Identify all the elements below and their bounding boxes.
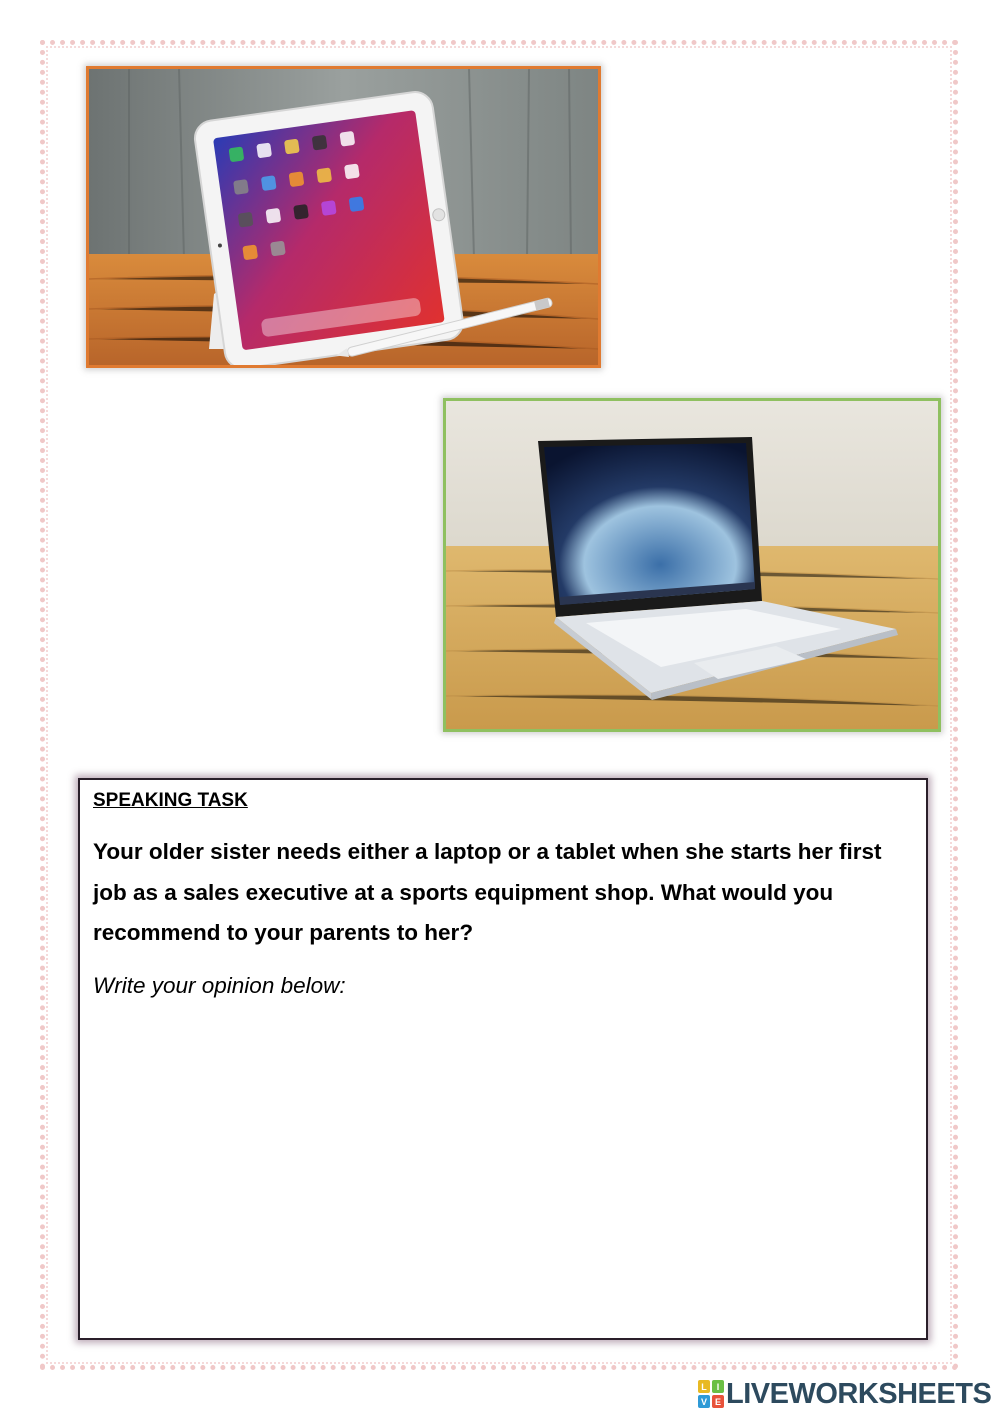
svg-text:I: I xyxy=(716,1382,720,1392)
tablet-image-icon xyxy=(89,69,598,365)
svg-text:L: L xyxy=(701,1382,707,1392)
laptop-photo xyxy=(443,398,941,732)
liveworksheets-logo[interactable] xyxy=(698,1378,991,1410)
speaking-task-box xyxy=(78,778,928,1340)
opinion-answer-field[interactable] xyxy=(93,1015,917,1329)
svg-text:E: E xyxy=(714,1397,722,1407)
laptop-image-icon xyxy=(446,401,938,729)
task-prompt: Your older sister needs either a laptop or a tablet when she starts her first job as a sales executive at a sports equipment shop. What would you recommend to your parents to her? xyxy=(93,839,882,945)
logo-text: LIVEWORKSHEETS xyxy=(726,1377,992,1410)
liveworksheets-logo-icon xyxy=(698,1380,724,1408)
tablet-photo xyxy=(86,66,601,368)
task-instruction: Write your opinion below: xyxy=(93,973,346,998)
svg-text:V: V xyxy=(700,1397,708,1407)
task-heading: SPEAKING TASK xyxy=(93,790,248,811)
